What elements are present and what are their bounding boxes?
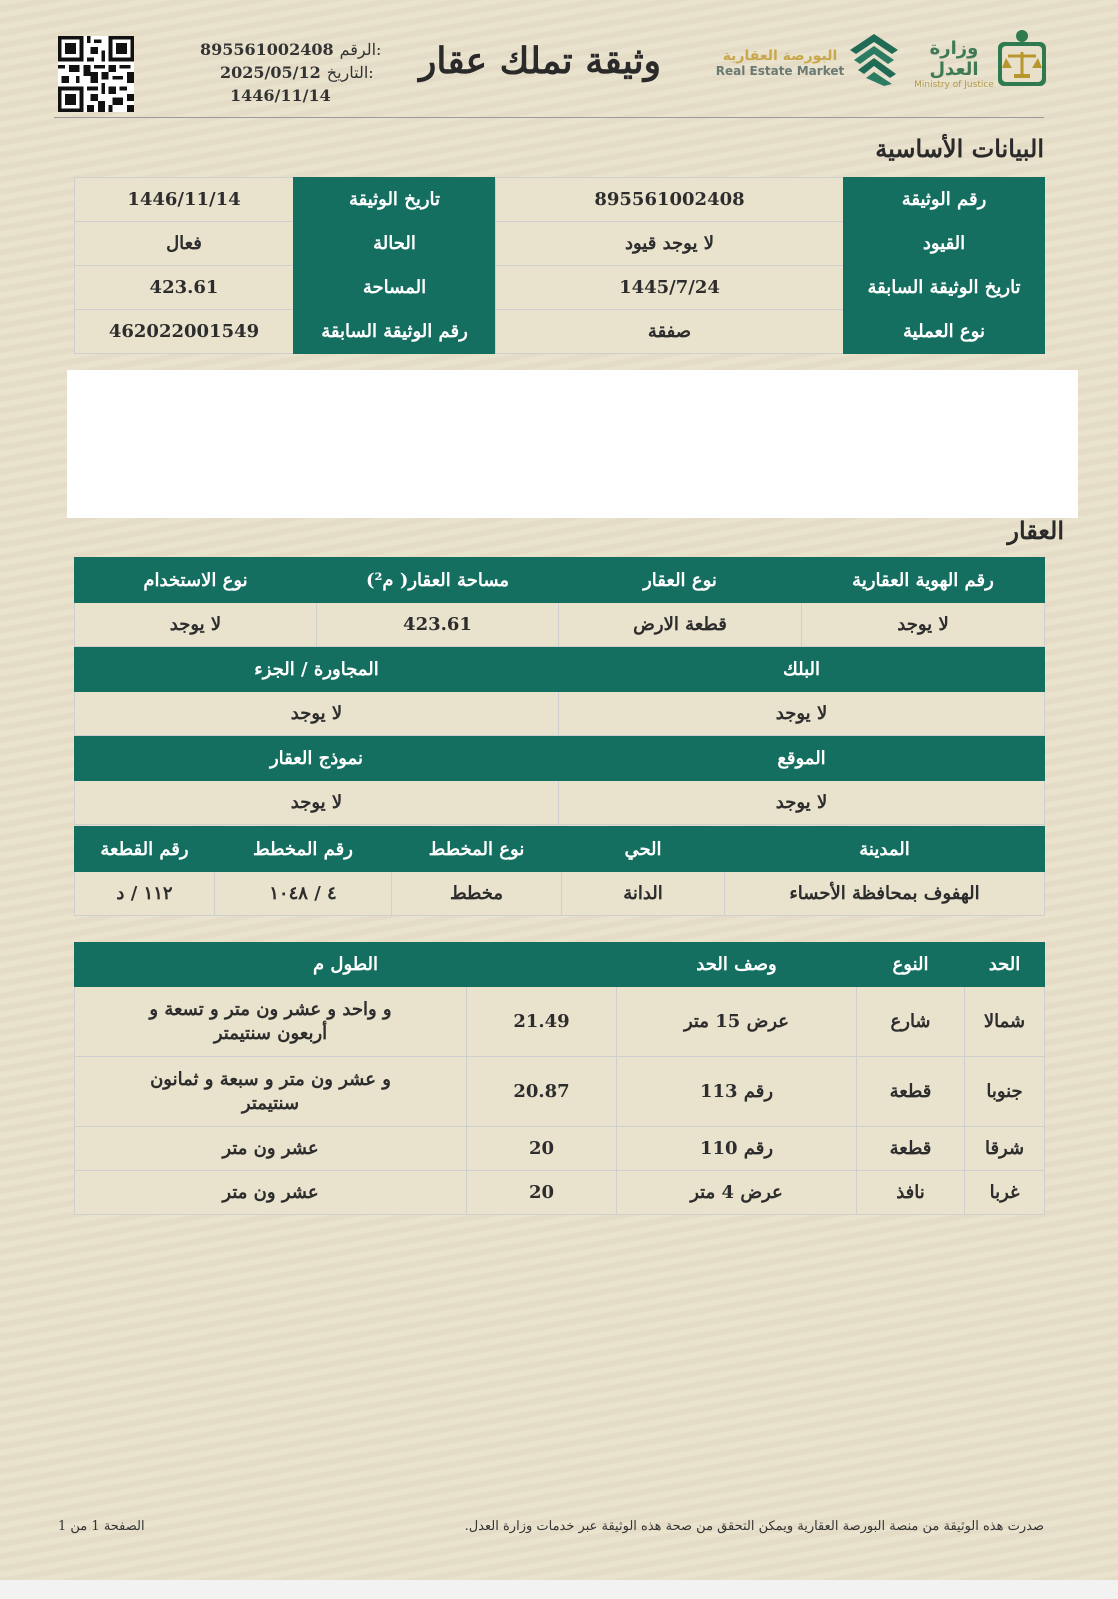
ministry-english: Ministry of Justice [914, 80, 994, 90]
real-estate-market-logo-icon [846, 28, 902, 88]
border-length: 20 [467, 1171, 617, 1215]
location-value: لا يوجد [559, 781, 1045, 825]
usage-type-header: نوع الاستخدام [75, 558, 317, 603]
border-length-header: الطول م [75, 943, 617, 987]
basic-label: الحالة [294, 222, 496, 266]
border-length-words: عشر ون متر [75, 1127, 467, 1171]
border-length: 20 [467, 1127, 617, 1171]
qr-code-icon [58, 36, 134, 112]
plan-type-header: نوع المخطط [392, 827, 562, 872]
document-meta [200, 38, 400, 107]
neighborhood-part-value: لا يوجد [75, 692, 559, 736]
basic-value: فعال [75, 222, 294, 266]
doc-number-label: الرقم: [339, 40, 382, 59]
property-table [74, 557, 1045, 825]
doc-number: 895561002408 [200, 40, 334, 59]
basic-data-title: البيانات الأساسية [875, 134, 1044, 163]
plan-number-header: رقم المخطط [215, 827, 392, 872]
border-length-words: و واحد و عشر ون متر و تسعة و أربعون سنتيمتر [75, 987, 467, 1057]
borders-table [74, 942, 1045, 1215]
ministry-of-justice-brand [912, 38, 996, 90]
page-number: الصفحة 1 من 1 [58, 1519, 145, 1534]
border-length-words: و عشر ون متر و سبعة و ثمانون سنتيمتر [75, 1057, 467, 1127]
basic-label: رقم الوثيقة السابقة [294, 310, 496, 354]
basic-value: 462022001549 [75, 310, 294, 354]
border-row [75, 1171, 1045, 1215]
property-model-value: لا يوجد [75, 781, 559, 825]
border-desc: عرض 15 متر [617, 987, 857, 1057]
plan-type-value: مخطط [392, 872, 562, 916]
doc-date-hijri: 1446/11/14 [230, 86, 331, 105]
property-area-header: مساحة العقار( م²) [317, 558, 559, 603]
basic-value: 1445/7/24 [496, 266, 844, 310]
border-row [75, 987, 1045, 1057]
block-value: لا يوجد [559, 692, 1045, 736]
border-desc: عرض 4 متر [617, 1171, 857, 1215]
property-type-value: قطعة الارض [559, 603, 802, 647]
property-type-header: نوع العقار [559, 558, 802, 603]
bottom-strip [0, 1580, 1118, 1599]
border-desc-header: وصف الحد [617, 943, 857, 987]
basic-label: المساحة [294, 266, 496, 310]
city-header: المدينة [725, 827, 1045, 872]
district-value: الدانة [562, 872, 725, 916]
block-header: البلك [559, 647, 1045, 692]
border-type: شارع [857, 987, 965, 1057]
property-title: العقار [1007, 516, 1064, 545]
basic-label: تاريخ الوثيقة السابقة [844, 266, 1045, 310]
ministry-emblem-icon [996, 28, 1048, 88]
border-length: 21.49 [467, 987, 617, 1057]
usage-type-value: لا يوجد [75, 603, 317, 647]
basic-label: رقم الوثيقة [844, 178, 1045, 222]
page-title: وثيقة تملك عقار [419, 40, 661, 82]
border-row [75, 1057, 1045, 1127]
basic-row [75, 310, 1045, 354]
basic-value: 1446/11/14 [75, 178, 294, 222]
border-side: جنوبا [965, 1057, 1045, 1127]
property-model-header: نموذج العقار [75, 736, 559, 781]
district-header: الحي [562, 827, 725, 872]
basic-row [75, 266, 1045, 310]
border-desc: رقم 110 [617, 1127, 857, 1171]
border-type: نافذ [857, 1171, 965, 1215]
border-side: شرقا [965, 1127, 1045, 1171]
basic-label: تاريخ الوثيقة [294, 178, 496, 222]
brand-arabic: البورصة العقارية [722, 48, 838, 64]
doc-date-label: التاريخ: [326, 63, 374, 82]
brand-english: Real Estate Market [715, 64, 845, 78]
border-type: قطعة [857, 1127, 965, 1171]
basic-row [75, 222, 1045, 266]
ministry-arabic: وزارة العدل [929, 38, 979, 80]
border-row [75, 1127, 1045, 1171]
basic-data-table [74, 177, 1045, 354]
basic-label: القيود [844, 222, 1045, 266]
border-length: 20.87 [467, 1057, 617, 1127]
basic-row [75, 178, 1045, 222]
border-side: غربا [965, 1171, 1045, 1215]
doc-date-gregorian: 2025/05/12 [220, 63, 321, 82]
border-length-words: عشر ون متر [75, 1171, 467, 1215]
border-side: شمالا [965, 987, 1045, 1057]
border-type-header: النوع [857, 943, 965, 987]
plan-table [74, 826, 1045, 916]
header-divider [54, 117, 1044, 118]
neighborhood-part-header: المجاورة / الجزء [75, 647, 559, 692]
basic-value: صفقة [496, 310, 844, 354]
city-value: الهفوف بمحافظة الأحساء [725, 872, 1045, 916]
border-type: قطعة [857, 1057, 965, 1127]
border-side-header: الحد [965, 943, 1045, 987]
basic-value: 423.61 [75, 266, 294, 310]
redacted-area [67, 370, 1078, 518]
property-area-value: 423.61 [317, 603, 559, 647]
real-estate-market-brand [712, 48, 848, 78]
footer-note: صدرت هذه الوثيقة من منصة البورصة العقارية ويمكن التحقق من صحة هذه الوثيقة عبر خدمات وزارة العدل. [464, 1519, 1044, 1534]
basic-value: لا يوجد قيود [496, 222, 844, 266]
plan-number-value: ٤ / ١٠٤٨ [215, 872, 392, 916]
plot-number-value: ١١٢ / د [75, 872, 215, 916]
border-desc: رقم 113 [617, 1057, 857, 1127]
basic-label: نوع العملية [844, 310, 1045, 354]
property-id-header: رقم الهوية العقارية [802, 558, 1045, 603]
location-header: الموقع [559, 736, 1045, 781]
plot-number-header: رقم القطعة [75, 827, 215, 872]
property-id-value: لا يوجد [802, 603, 1045, 647]
basic-value: 895561002408 [496, 178, 844, 222]
